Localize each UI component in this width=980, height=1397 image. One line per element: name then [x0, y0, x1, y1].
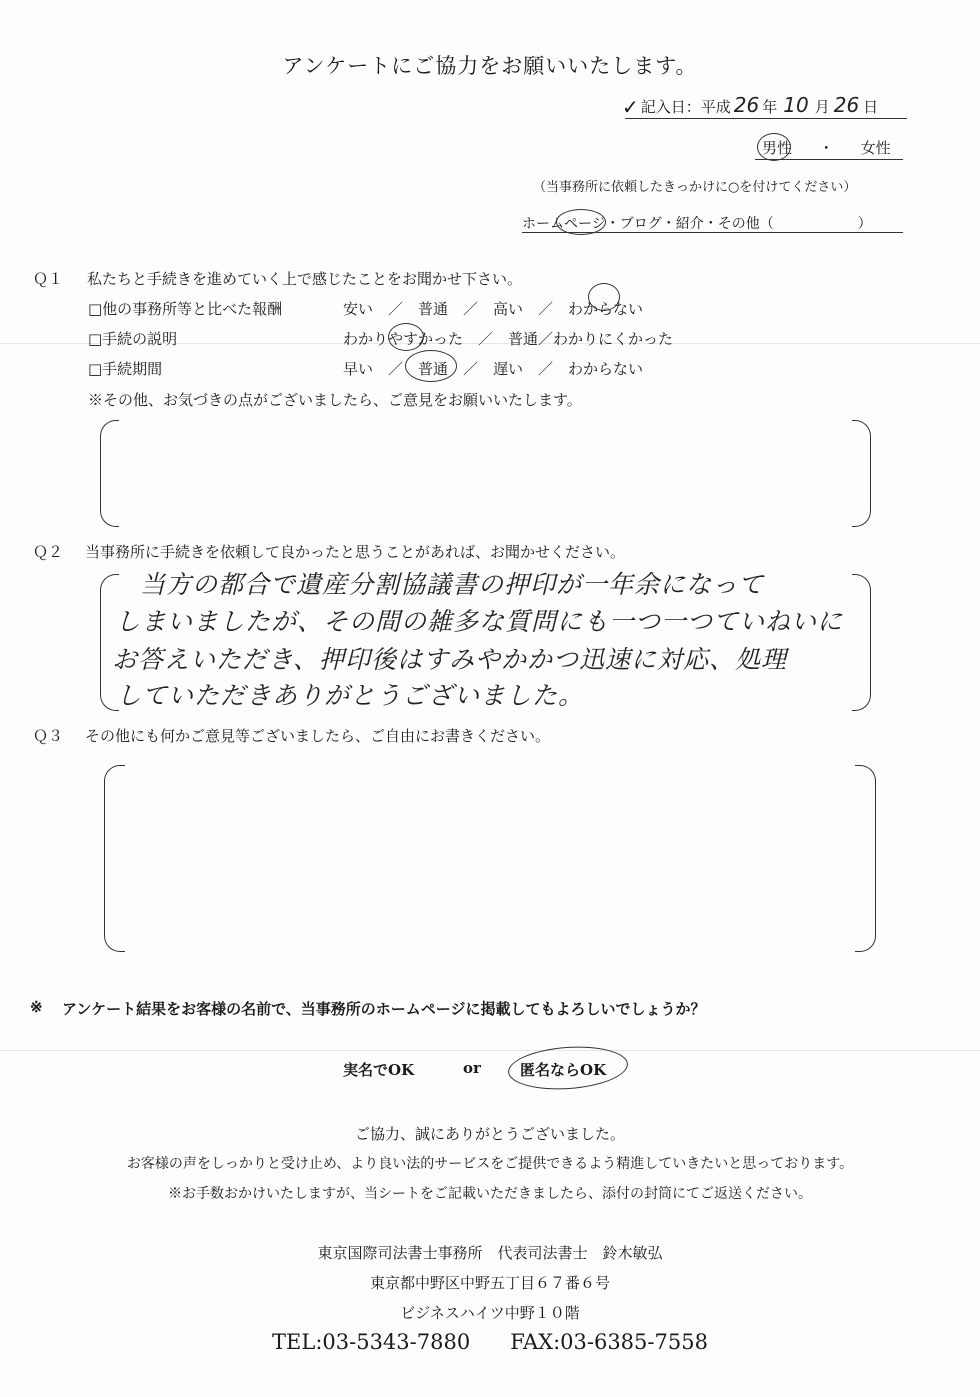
trigger-underline [522, 232, 903, 233]
q2-answer-box-right [852, 574, 871, 711]
trigger-instruction: （当事務所に依頼したきっかけに○を付けてください） [533, 180, 857, 195]
date-underline [625, 118, 907, 119]
q2-answer-line: 当方の都合で遺産分割協議書の押印が一年余になって [140, 570, 765, 599]
month-unit: 月 [814, 98, 830, 116]
office-tel: TEL:03-5343-7880 [272, 1330, 471, 1354]
explanation-selection-circle [388, 323, 424, 351]
gender-female: 女性 [860, 139, 891, 157]
option-real-name: 実名でOK [343, 1061, 415, 1079]
q2-number: Ｑ２ [33, 543, 64, 561]
q1-item-period-label: □手続期間 [88, 360, 163, 378]
check-mark-icon: ✓ [622, 95, 639, 119]
entry-date-label: 記入日：平成 [640, 98, 731, 116]
day-unit: 日 [863, 98, 879, 116]
q1-item-explanation-label: □手続の説明 [88, 330, 178, 348]
option-or: or [463, 1059, 481, 1077]
office-fax: FAX:03-6385-7558 [510, 1330, 708, 1354]
q2-answer-line: お答えいただき、押印後はすみやかかつ迅速に対応、処理 [112, 645, 788, 674]
q1-comment-box-right [852, 420, 871, 527]
q1-item-explanation-options: わかりやすかった ／ 普通／わかりにくかった [343, 330, 674, 348]
q2-question: 当事務所に手続きを依頼して良かったと思うことがあれば、お聞かせください。 [85, 543, 626, 561]
entry-date [622, 93, 878, 117]
q1-item-fee-label: □他の事務所等と比べた報酬 [88, 300, 283, 318]
entry-year: 26 [733, 93, 760, 117]
entry-month: 10 [783, 93, 809, 117]
q2-answer-line: しまいましたが、その間の雑多な質問にも一つ一つていねいに [115, 607, 844, 636]
q1-question: 私たちと手続きを進めていく上で感じたことをお聞かせ下さい。 [87, 270, 523, 288]
closing-message: お客様の声をしっかりと受け止め、より良い法的サービスをご提供できるよう精進していきたいと思っております。 [126, 1156, 854, 1172]
option-anonymous: 匿名ならOK [520, 1061, 607, 1079]
publish-mark: ※ [30, 998, 43, 1016]
gender-separator: ・ [818, 139, 834, 157]
gender-selection-circle [757, 133, 791, 161]
period-selection-circle [405, 350, 457, 382]
closing-return-note: ※お手数おかけいたしますが、当シートをご記載いただきましたら、添付の封筒にてご返送ください。 [168, 1186, 812, 1202]
trigger-options: ホームページ・ブログ・紹介・その他（ ） [522, 216, 872, 232]
q1-number: Ｑ１ [33, 270, 64, 288]
publish-question: アンケート結果をお客様の名前で、当事務所のホームページに掲載してもよろしいでしょうか？ [62, 1000, 706, 1018]
office-contact [0, 1330, 980, 1354]
office-name: 東京国際司法書士事務所 代表司法書士 鈴木敏弘 [317, 1244, 663, 1262]
q1-item-period-options: 早い ／ 普通 ／ 遅い ／ わからない [343, 360, 644, 378]
office-address: 東京都中野区中野五丁目６７番６号 [369, 1274, 610, 1292]
q3-number: Ｑ３ [33, 727, 64, 745]
q3-comment-box-right [855, 765, 876, 952]
gender-male: 男性 [762, 139, 793, 157]
q3-comment-box-left [104, 765, 125, 952]
year-unit: 年 [762, 98, 778, 116]
gender-underline [755, 159, 903, 160]
office-building: ビジネスハイツ中野１０階 [400, 1304, 580, 1322]
q1-item-fee-options: 安い ／ 普通 ／ 高い ／ わからない [343, 300, 644, 318]
entry-day: 26 [833, 93, 860, 117]
q2-answer-line: していただきありがとうございました。 [116, 681, 585, 710]
q1-note: ※その他、お気づきの点がございましたら、ご意見をお願いいたします。 [88, 391, 582, 409]
q1-comment-box-left [100, 420, 119, 527]
closing-thanks: ご協力、誠にありがとうございました。 [354, 1125, 625, 1143]
page-title: アンケートにご協力をお願いいたします。 [282, 54, 698, 78]
fee-selection-circle [588, 283, 620, 311]
scan-fold-line [0, 1050, 980, 1051]
q3-question: その他にも何かご意見等ございましたら、ご自由にお書きください。 [85, 727, 551, 745]
